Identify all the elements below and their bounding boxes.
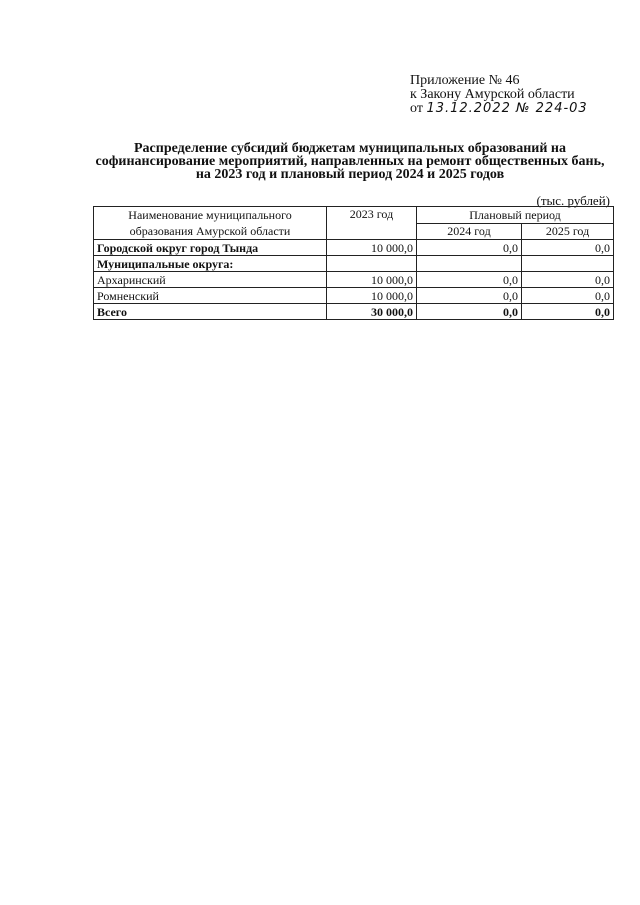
annex-law-reference: к Закону Амурской области <box>410 87 575 102</box>
row-name: Муниципальные округа: <box>94 256 327 272</box>
table-row <box>94 272 614 288</box>
header-plan-period: Плановый период <box>417 207 614 224</box>
annex-date-line <box>410 102 588 116</box>
row-name: Архаринский <box>94 272 327 288</box>
row-2023 <box>327 256 417 272</box>
table-row <box>94 256 614 272</box>
table-total-row <box>94 304 614 320</box>
row-2025 <box>522 256 614 272</box>
annex-date-prefix: от <box>410 101 423 116</box>
row-2025: 0,0 <box>522 272 614 288</box>
row-2024 <box>417 256 522 272</box>
header-2024: 2024 год <box>417 223 522 240</box>
total-2025: 0,0 <box>522 304 614 320</box>
table-row <box>94 288 614 304</box>
row-2024: 0,0 <box>417 272 522 288</box>
annex-number: Приложение № 46 <box>410 73 520 88</box>
header-name: Наименование муниципального образования Амурской области <box>94 207 327 240</box>
row-2023: 10 000,0 <box>327 240 417 256</box>
units-label: (тыс. рублей) <box>536 193 610 208</box>
row-name: Ромненский <box>94 288 327 304</box>
header-2023: 2023 год <box>327 207 417 240</box>
table-row <box>94 240 614 256</box>
total-2024: 0,0 <box>417 304 522 320</box>
row-name: Городской округ город Тында <box>94 240 327 256</box>
row-2023: 10 000,0 <box>327 288 417 304</box>
subsidy-table <box>93 206 614 320</box>
document-title: Распределение субсидий бюджетам муниципальных образований на софинансирование мероприятий, направленных на ремонт общественных бань, на 2023 год и плановый период 2024 и 2025 годов <box>95 141 605 182</box>
row-2024: 0,0 <box>417 240 522 256</box>
row-2025: 0,0 <box>522 240 614 256</box>
table-header-row <box>94 207 614 224</box>
header-2025: 2025 год <box>522 223 614 240</box>
annex-header <box>410 74 588 116</box>
row-2024: 0,0 <box>417 288 522 304</box>
total-name: Всего <box>94 304 327 320</box>
row-2023: 10 000,0 <box>327 272 417 288</box>
total-2023: 30 000,0 <box>327 304 417 320</box>
annex-handwritten-date: 13.12.2022 № 224-03 <box>426 101 588 116</box>
row-2025: 0,0 <box>522 288 614 304</box>
